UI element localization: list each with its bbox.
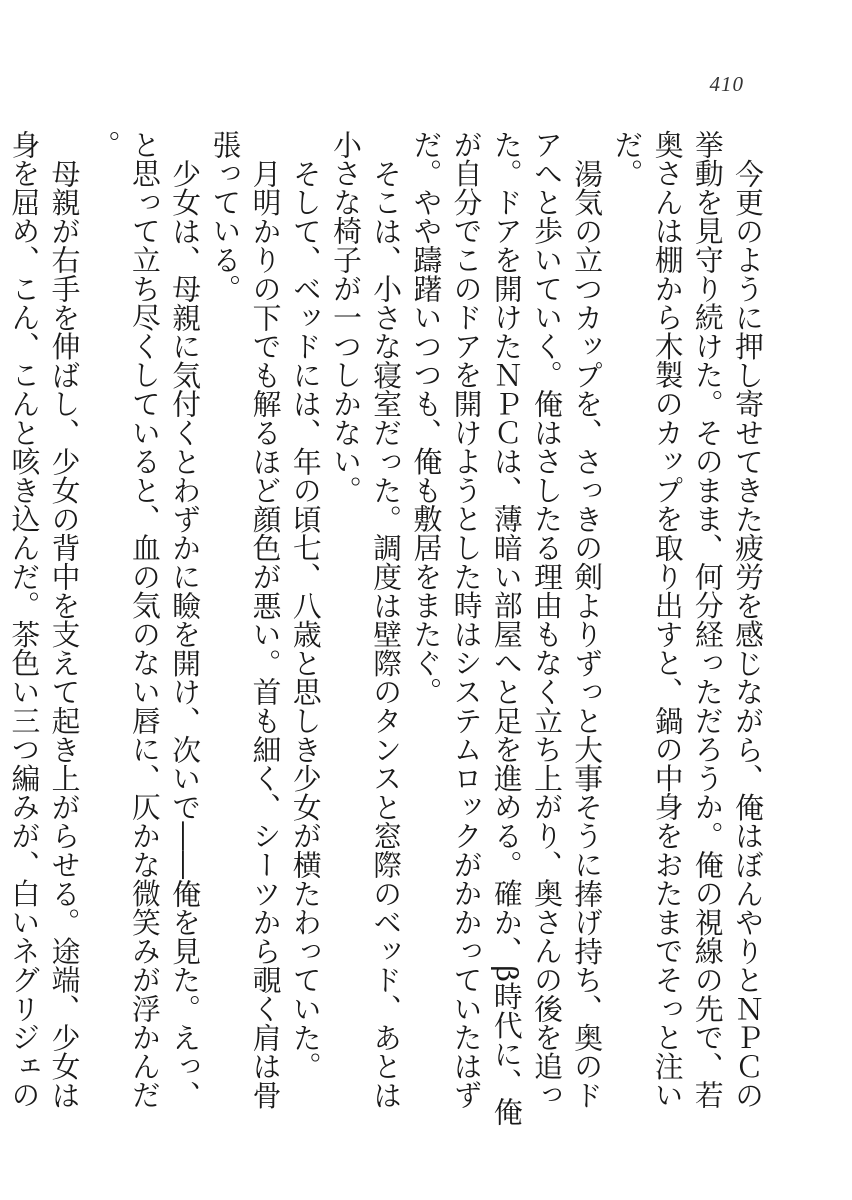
paragraph: 月明かりの下でも解るほど顔色が悪い。首も細く、シーツから覗く肩は骨張っている。 xyxy=(208,130,283,1110)
paragraph: そして、ベッドには、年の頃七、八歳と思しき少女が横たわっていた。 xyxy=(288,158,323,1081)
paragraph: 今更のように押し寄せてきた疲労を感じながら、俺はぼんやりとＮＰＣの挙動を見守り続けた。そのまま、何分経っただろうか。俺の視線の先で、若奥さんは棚から木製のカップを取り出すと、鍋の中身をおたまでそっと注いだ。 xyxy=(610,130,765,1110)
body-text xyxy=(7,130,768,1130)
page-number: 410 xyxy=(709,72,744,96)
paragraph: 母親が右手を伸ばし、少女の背中を支えて起き上がらせる。途端、少女は身を屈め、こん、こんと咳き込んだ。茶色い三つ編みが、白いネグリジェの xyxy=(7,130,82,1110)
paragraph: そこは、小さな寝室だった。調度は壁際のタンスと窓際のベッド、あとは小さな椅子が一つしかない。 xyxy=(328,130,404,1110)
paragraph: 少女は、母親に気付くとわずかに瞼を開け、次いで――俺を見た。えっ、と思って立ち尽くしていると、血の気のない唇に、仄かな微笑みが浮かんだ。 xyxy=(87,130,203,1110)
paragraph: 湯気の立つカップを、さっきの剣よりずっと大事そうに捧げ持ち、奥のドアへと歩いていく。俺はさしたる理由もなく立ち上がり、奥さんの後を追った。ドアを開けたＮＰＣは、薄暗い部屋へと足を進める。確か、β時代に、俺が自分でこのドアを開けようとした時はシステムロックがかかっていたはずだ。やや躊躇いつつも、俺も敷居をまたぐ。 xyxy=(409,130,605,1126)
